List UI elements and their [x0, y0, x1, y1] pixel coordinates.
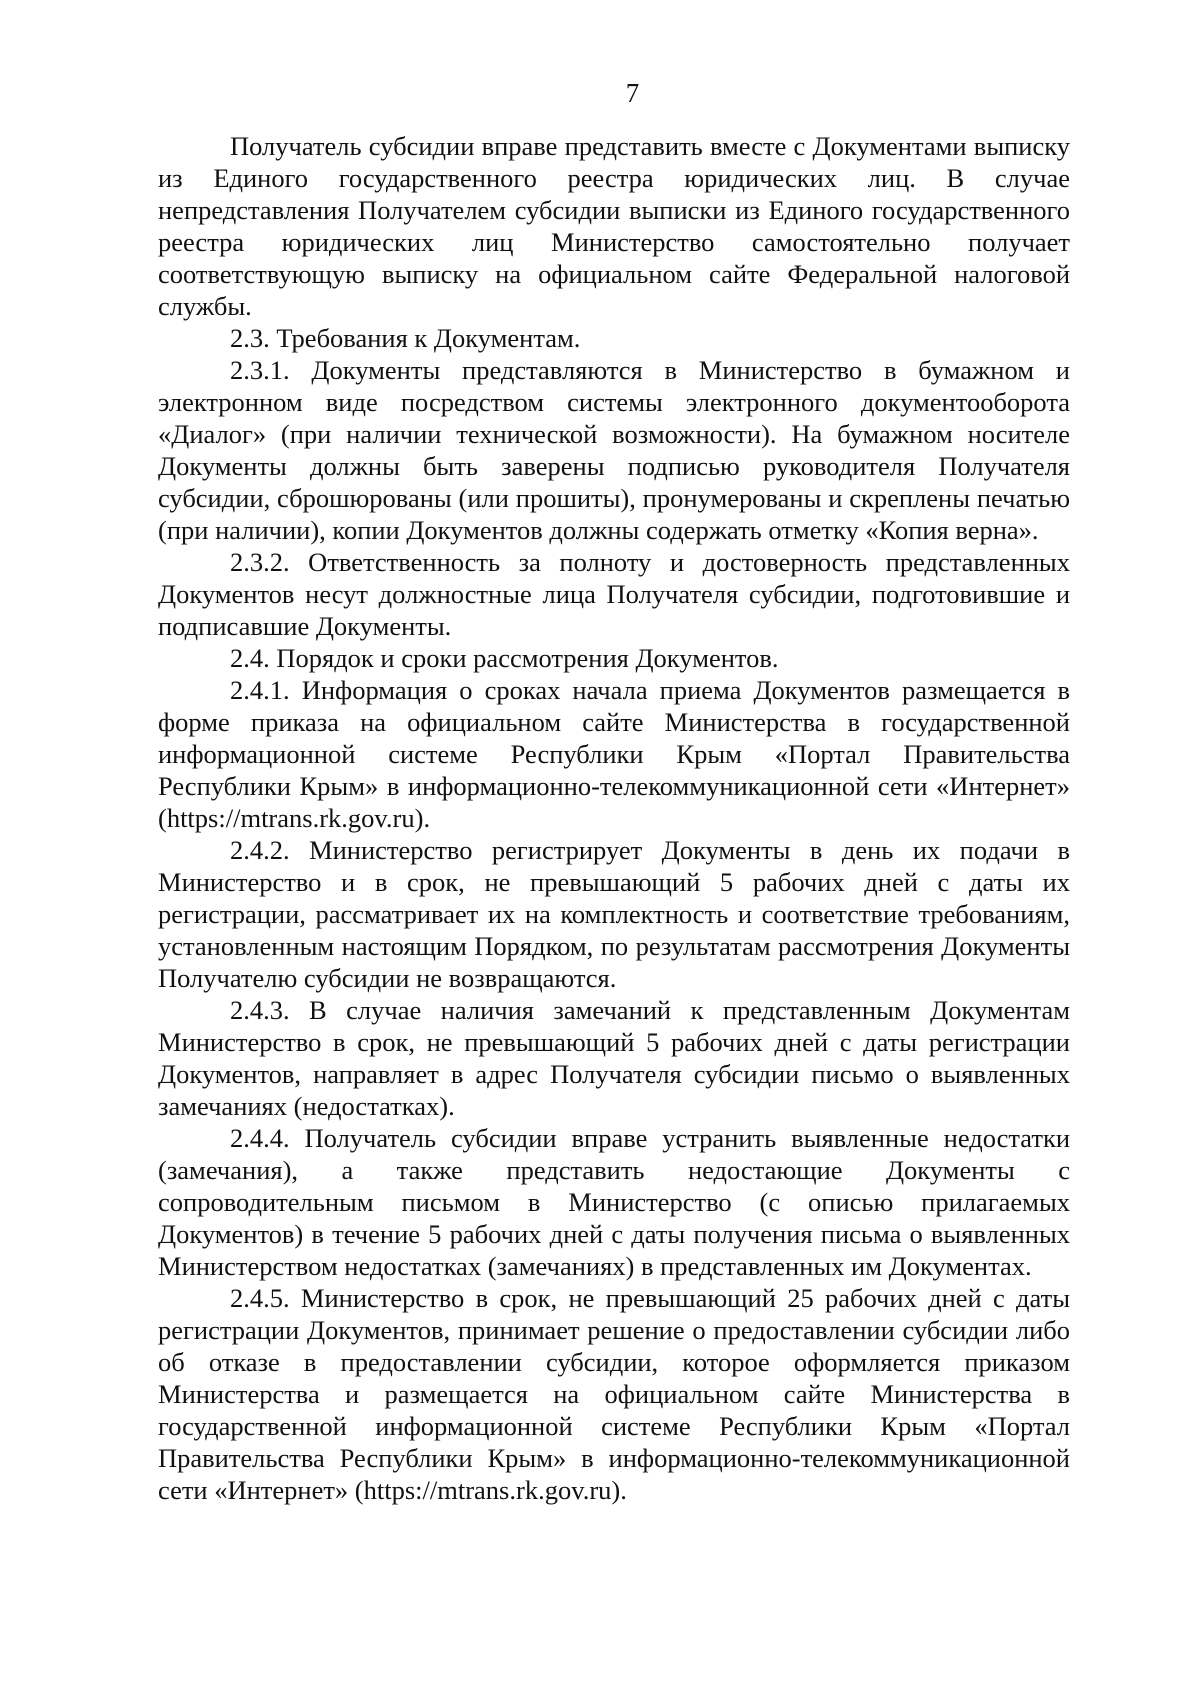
- paragraph-egrul-extract: Получатель субсидии вправе представить вместе с Документами выписку из Единого государственного реестра юридических лиц. В случае непредставления Получателем субсидии выписки из Единого государственного реестра юридических лиц Министерство самостоятельно получает соответствующую выписку на официальном сайте Федеральной налоговой службы.: [158, 131, 1070, 321]
- paragraph-2-4-1: 2.4.1. Информация о сроках начала приема Документов размещается в форме приказа на официальном сайте Министерства в государственной информационной системе Республики Крым «Портал Правительства Республики Крым» в информационно-телекоммуникационной сети «Интернет» (https://mtrans.rk.gov.ru).: [158, 675, 1070, 833]
- paragraph-2-4-5: 2.4.5. Министерство в срок, не превышающий 25 рабочих дней с даты регистрации Документов, принимает решение о предоставлении субсидии либо об отказе в предоставлении субсидии, которое оформляется приказом Министерства и размещается на официальном сайте Министерства в государственной информационной системе Республики Крым «Портал Правительства Республики Крым» в информационно-телекоммуникационной сети «Интернет» (https://mtrans.rk.gov.ru).: [158, 1283, 1070, 1505]
- paragraph-2-4-2: 2.4.2. Министерство регистрирует Документы в день их подачи в Министерство и в срок, не превышающий 5 рабочих дней с даты их регистрации, рассматривает их на комплектность и соответствие требованиям, установленным настоящим Порядком, по результатам рассмотрения Документы Получателю субсидии не возвращаются.: [158, 835, 1070, 993]
- document-body: [158, 130, 1070, 1506]
- page-number: 7: [625, 78, 640, 108]
- section-2-4-heading: 2.4. Порядок и сроки рассмотрения Документов.: [230, 643, 779, 673]
- paragraph-2-3-1: 2.3.1. Документы представляются в Министерство в бумажном и электронном виде посредством системы электронного документооборота «Диалог» (при наличии технической возможности). На бумажном носителе Документы должны быть заверены подписью руководителя Получателя субсидии, сброшюрованы (или прошиты), пронумерованы и скреплены печатью (при наличии), копии Документов должны содержать отметку «Копия верна».: [158, 355, 1070, 545]
- section-2-3-heading: 2.3. Требования к Документам.: [230, 323, 581, 353]
- paragraph-2-3-2: 2.3.2. Ответственность за полноту и достоверность представленных Документов несут должностные лица Получателя субсидии, подготовившие и подписавшие Документы.: [158, 547, 1070, 641]
- paragraph-2-4-3: 2.4.3. В случае наличия замечаний к представленным Документам Министерство в срок, не превышающий 5 рабочих дней с даты регистрации Документов, направляет в адрес Получателя субсидии письмо о выявленных замечаниях (недостатках).: [158, 995, 1070, 1121]
- paragraph-2-4-4: 2.4.4. Получатель субсидии вправе устранить выявленные недостатки (замечания), а также представить недостающие Документы с сопроводительным письмом в Министерство (с описью прилагаемых Документов) в течение 5 рабочих дней с даты получения письма о выявленных Министерством недостатках (замечаниях) в представленных им Документах.: [158, 1123, 1070, 1281]
